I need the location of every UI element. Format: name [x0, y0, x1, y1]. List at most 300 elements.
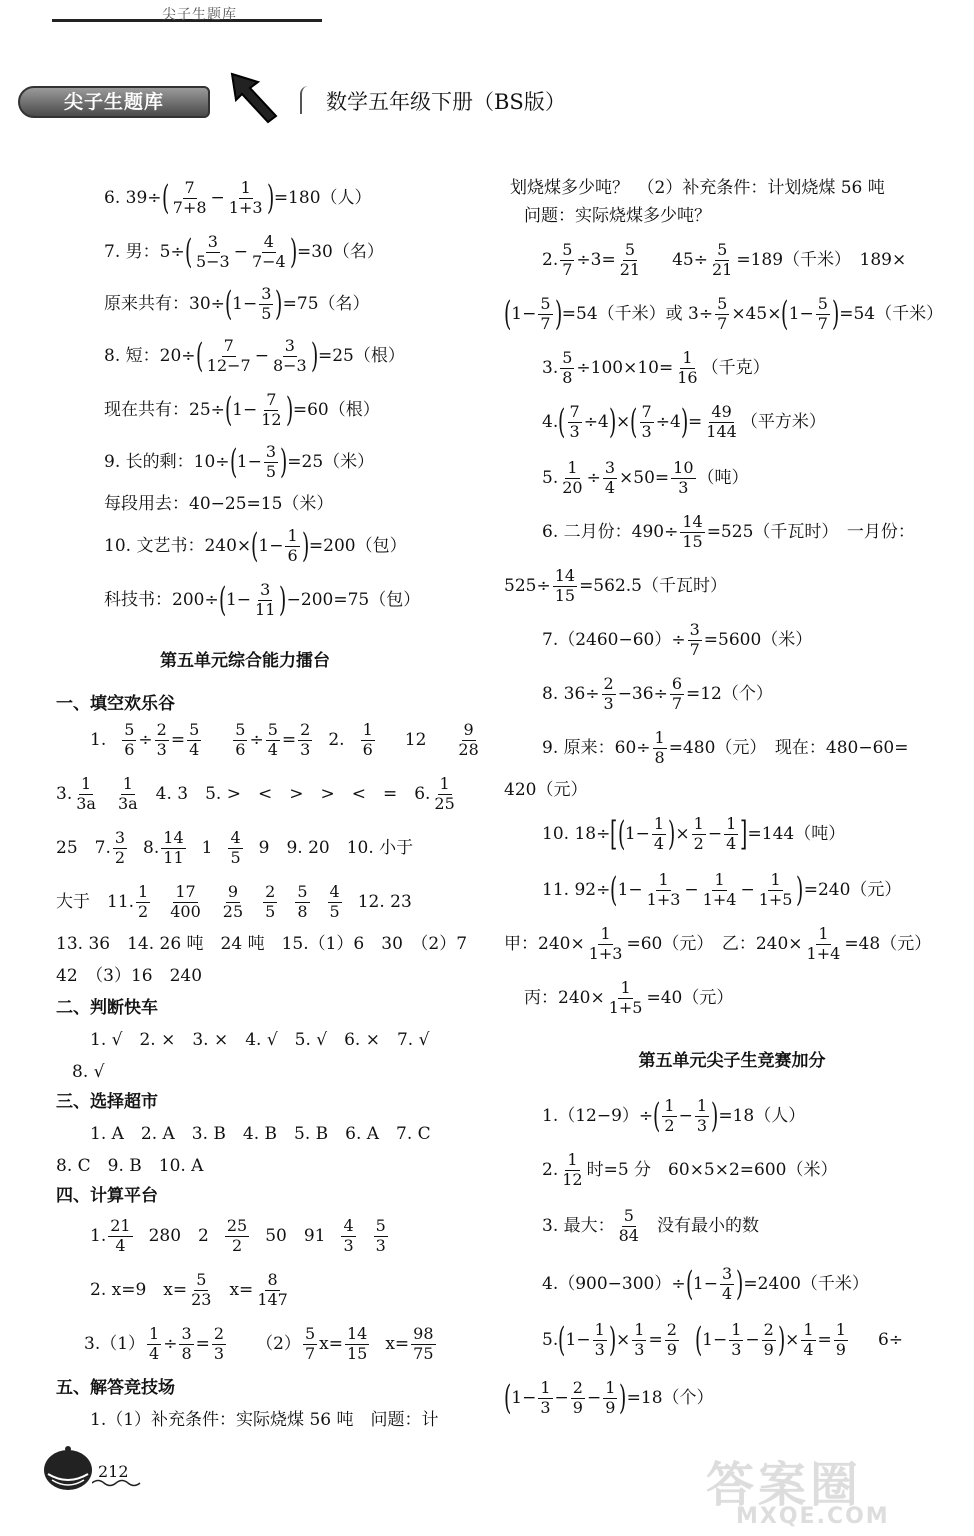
fraction: $\frac{3}{11}$ [255, 580, 276, 619]
answer-line [90, 722, 483, 759]
fraction: 4 5 [230, 828, 241, 867]
fraction: 9 25 [222, 882, 244, 921]
text: 3.（1） [84, 1334, 146, 1355]
fraction: $\frac{5}{7}$ [562, 240, 573, 279]
fraction: $\frac{14}{15}$ [554, 566, 576, 605]
text: 甲：240× [504, 934, 585, 955]
text: − [554, 1388, 569, 1409]
text: ÷ [249, 730, 264, 751]
watermark-cn: 答案圈 [706, 1457, 863, 1513]
answer-line [542, 872, 901, 909]
fraction: 3 5−3 [195, 232, 230, 271]
fraction: $\frac{2}{3}$ [213, 1324, 225, 1363]
answer-line [542, 1322, 903, 1359]
text: 45÷ [672, 250, 708, 271]
paren-left: ( [161, 178, 169, 219]
fraction: $\frac{1}{1+5}$ [758, 870, 793, 909]
fraction: $\frac{8}{147}$ [257, 1270, 288, 1309]
paren-left: ( [503, 1378, 512, 1419]
text: 现在共有：25÷ [104, 400, 225, 421]
text: 每段用去：40−25=15（米） [104, 494, 334, 514]
fraction: 1 3a [117, 774, 138, 813]
fraction: $\frac{3}{5}$ [261, 284, 272, 323]
answer-line [542, 514, 915, 551]
text: 4. [542, 412, 559, 433]
text: =2400（千米） [743, 1274, 869, 1295]
fraction: $\frac{1}{1+5}$ [608, 978, 643, 1017]
answer-line [542, 1266, 869, 1303]
text: 3. 最大： [542, 1216, 615, 1237]
answer-line: 13. 36 14. 26 吨 24 吨 15.（1）6 30 （2）7 [56, 934, 468, 954]
fraction: 5 7 [304, 1324, 316, 1363]
answer-line: 划烧煤多少吨？ （2）补充条件：计划烧煤 56 吨 [510, 178, 885, 198]
text: 1− [788, 304, 814, 325]
text: − [586, 1388, 602, 1409]
fraction: $\frac{3}{4}$ [604, 458, 616, 497]
fraction: 5 3 [375, 1216, 386, 1255]
fraction: $\frac{2}{9}$ [572, 1378, 583, 1417]
text: 8. 36÷ [542, 684, 600, 705]
text: 大于 11. [56, 892, 135, 913]
fraction: $\frac{5}{7}$ [817, 294, 828, 333]
fraction: $\frac{3}{5}$ [265, 442, 277, 481]
paren-left: ( [229, 442, 237, 483]
fraction: $\frac{1}{6}$ [287, 526, 298, 565]
text: 6÷ [877, 1330, 904, 1351]
fraction: 17 400 [170, 882, 201, 921]
text: =75（名） [282, 294, 370, 315]
fraction: 7 12−7 [206, 336, 251, 375]
text: 3. [542, 358, 559, 379]
answer-line [104, 582, 420, 619]
paren-left: ( [184, 232, 192, 273]
answer-line [56, 830, 413, 867]
section-title: 第五单元综合能力擂台 [160, 651, 330, 671]
text: ÷4 [583, 412, 609, 433]
text: 原来共有：30÷ [104, 294, 225, 315]
paren-right: ) [554, 294, 562, 335]
answer-line [542, 1098, 805, 1135]
text: 1. [90, 730, 107, 751]
answer-line: 8. C 9. B 10. A [56, 1156, 204, 1176]
answer-line [104, 338, 405, 375]
text: 8. [143, 838, 160, 859]
text: =18（人） [718, 1106, 806, 1127]
text: =12（个） [686, 684, 773, 705]
fraction: 25 2 [226, 1216, 248, 1255]
paren-right: ) [301, 526, 309, 567]
paren-left: ( [685, 1264, 693, 1305]
fraction: $\frac{1}{1+3}$ [588, 924, 623, 963]
fraction: $\frac{5}{21}$ [711, 240, 733, 279]
fraction: $\frac{7}{3}$ [641, 402, 652, 441]
subsection-heading: 三、选择超市 [56, 1092, 158, 1112]
paren-left: ( [224, 284, 233, 325]
right-column [490, 0, 974, 1536]
watermark [706, 1446, 968, 1534]
text: ÷100×10= [576, 358, 674, 379]
fraction: $\frac{7}{3}$ [569, 402, 580, 441]
fraction: 14 11 [163, 828, 184, 867]
fraction: $\frac{98}{75}$ [413, 1324, 434, 1363]
fraction: $\frac{1}{4}$ [149, 1324, 160, 1363]
fraction: 4 5 [329, 882, 340, 921]
answer-line: 1. √ 2. × 3. × 4. √ 5. √ 6. × 7. √ [90, 1030, 430, 1050]
text: − [678, 1106, 693, 1127]
fraction: $\frac{1}{1+4}$ [702, 870, 737, 909]
text: =240（元） [803, 880, 902, 901]
fraction: $\frac{7}{12}$ [261, 390, 282, 429]
text: ÷3= [576, 250, 616, 271]
answer-line [524, 980, 733, 1017]
text: 1− [225, 590, 252, 611]
text: 10. 文艺书：240× [104, 536, 252, 557]
answer-line [104, 392, 380, 429]
answer-line [504, 296, 943, 333]
paren-left: ( [195, 336, 203, 377]
text: 4. 3 5. > < > > < = 6. [155, 784, 431, 805]
answer-line [104, 494, 333, 514]
subsection-heading: 五、解答竞技场 [56, 1378, 175, 1398]
text: ÷ [163, 1334, 178, 1355]
series-badge: 尖子生题库 [18, 86, 210, 118]
paren-left: ( [781, 294, 789, 335]
fraction: $\frac{2}{9}$ [666, 1320, 677, 1359]
text: − [233, 242, 248, 263]
text: =48（元） [844, 934, 932, 955]
fraction: $\frac{1}{1+3}$ [646, 870, 681, 909]
text: =60（根） [292, 400, 380, 421]
fraction: $\frac{2}{3}$ [156, 720, 167, 759]
fraction: $\frac{4}{7-4}$ [251, 232, 286, 271]
fraction: $\frac{3}{8}$ [181, 1324, 192, 1363]
text: （千克） [701, 358, 770, 379]
text: ÷ [138, 730, 153, 751]
paren-right: ) [275, 284, 283, 325]
text: =480（元） 现在：480−60= [668, 738, 909, 759]
mascot-icon [38, 1440, 98, 1492]
paren-right: ) [608, 402, 617, 443]
text: =30（名） [297, 242, 384, 263]
paren-left: ( [558, 1320, 566, 1361]
fraction: $\frac{1}{4}$ [726, 814, 737, 853]
text: （吨） [697, 468, 749, 489]
paren-left: ( [251, 526, 259, 567]
fraction: $\frac{14}{15}$ [682, 512, 703, 551]
section-title: 第五单元尖子生竞赛加分 [638, 1051, 826, 1071]
fraction: $\frac{5}{4}$ [189, 720, 200, 759]
paren-right: ) [285, 390, 293, 431]
fraction: 1 6 [362, 720, 373, 759]
book-subject-title: 数学五年级下册（BS版） [326, 90, 566, 114]
answer-line: 42 （3）16 240 [56, 966, 203, 986]
text: = [817, 1330, 832, 1351]
text: =18（个） [626, 1388, 714, 1409]
answer-line [504, 568, 727, 605]
answer-line [504, 926, 931, 963]
text: x= [229, 1280, 254, 1301]
fraction: $\frac{1}{3}$ [731, 1320, 742, 1359]
paren-right: ) [310, 336, 319, 377]
text: 11. 92÷ [542, 880, 611, 901]
answer-line [542, 350, 770, 387]
fraction: $\frac{3}{7}$ [689, 620, 700, 659]
text: − [254, 346, 269, 367]
fraction: $\frac{5}{23}$ [191, 1270, 212, 1309]
fraction: 9 28 [458, 720, 479, 759]
fraction: 1 25 [434, 774, 455, 813]
text: − [684, 880, 699, 901]
fraction: 3 2 [114, 828, 126, 867]
answer-line [104, 444, 374, 481]
fraction: 5 8 [297, 882, 308, 921]
text: 5. [542, 468, 559, 489]
answer-line [542, 730, 908, 767]
answer-line: 1. A 2. A 3. B 4. B 5. B 6. A 7. C [90, 1124, 431, 1144]
answer-line [56, 776, 459, 813]
paren-left: ( [558, 402, 566, 443]
text: =525（千瓦时） 一月份： [706, 522, 915, 543]
fraction: $\frac{1}{3}$ [540, 1378, 551, 1417]
answer-line [542, 622, 812, 659]
bracket-right: ] [740, 814, 748, 855]
text: 1− [232, 294, 258, 315]
paren-right: ) [680, 402, 689, 443]
paren-left: ( [617, 814, 625, 855]
fraction: $\frac{1}{3}$ [696, 1096, 708, 1135]
answer-line: 1.（1）补充条件：实际烧煤 56 吨 问题：计 [90, 1410, 439, 1430]
fraction: 7 7+8 [172, 178, 207, 217]
answer-line [542, 1152, 838, 1189]
answer-line [542, 404, 826, 441]
text: 1− [232, 400, 258, 421]
paren-right: ) [736, 1264, 744, 1305]
text: − [740, 880, 755, 901]
text: 1− [511, 304, 537, 325]
text: 1− [258, 536, 284, 557]
text: 丙：240× [524, 988, 605, 1009]
fraction: $\frac{14}{15}$ [346, 1324, 368, 1363]
text: =40（元） [646, 988, 734, 1009]
answer-line [104, 180, 372, 217]
fraction: 5 84 [618, 1206, 639, 1245]
answer-line [542, 460, 749, 497]
bracket-left: [ [610, 814, 618, 855]
fraction: $\frac{5}{7}$ [717, 294, 728, 333]
fraction: $\frac{49}{144}$ [706, 402, 737, 441]
top-running-text: 尖子生题库 [162, 7, 237, 23]
text: − [745, 1330, 760, 1351]
paren-right: ) [619, 1378, 627, 1419]
fraction: $\frac{1}{9}$ [835, 1320, 846, 1359]
text: 3. [56, 784, 73, 805]
text: = [648, 1330, 663, 1351]
text: 1. [90, 1226, 107, 1247]
text: ×50= [619, 468, 670, 489]
fraction: $\frac{1}{20}$ [562, 458, 583, 497]
text: 9. 原来：60÷ [542, 738, 651, 759]
answer-line [504, 1380, 714, 1417]
text: 5. [542, 1330, 559, 1351]
text: 1− [692, 1274, 718, 1295]
answer-line [542, 676, 773, 713]
fraction: $\frac{5}{21}$ [619, 240, 641, 279]
text: 280 2 [148, 1226, 209, 1247]
text: 7.（2460−60）÷ [542, 630, 686, 651]
text: （平方米） [740, 412, 826, 433]
text: = [688, 412, 703, 433]
fraction: $\frac{10}{3}$ [673, 458, 694, 497]
text: = [281, 730, 297, 751]
paren-right: ) [289, 232, 298, 273]
text: 2. [542, 250, 559, 271]
text: −200=75（包） [286, 590, 421, 611]
answer-line [84, 1326, 438, 1363]
text: 6. 二月份：490÷ [542, 522, 679, 543]
text: 1− [236, 452, 262, 473]
paren-right: ) [280, 442, 288, 483]
answer-line [542, 242, 906, 279]
fraction: $\frac{5}{4}$ [267, 720, 278, 759]
watermark-en: MXQE.COM [736, 1504, 890, 1529]
text: −36÷ [617, 684, 668, 705]
text: 1.（12−9）÷ [542, 1106, 654, 1127]
paren-left: ( [630, 402, 638, 443]
text: × [785, 1330, 800, 1351]
subsection-heading: 二、判断快车 [56, 998, 158, 1018]
paren-left: ( [653, 1096, 661, 1137]
paren-left: ( [610, 870, 618, 911]
fraction: $\frac{5}{8}$ [562, 348, 573, 387]
text: 12. 23 [357, 892, 412, 913]
text: 2. x=9 x= [90, 1280, 188, 1301]
text: 525÷ [504, 576, 551, 597]
paren-right: ) [668, 814, 676, 855]
answer-line [104, 286, 370, 323]
text: 25 7. [56, 838, 111, 859]
fraction: 4 3 [343, 1216, 354, 1255]
text: 2. [328, 730, 345, 751]
subsection-heading: 四、计算平台 [56, 1186, 158, 1206]
fraction: $\frac{2}{3}$ [300, 720, 311, 759]
text: 1− [511, 1388, 537, 1409]
text: 1 [201, 838, 213, 859]
fraction: 2 5 [265, 882, 276, 921]
fraction: $\frac{3}{4}$ [721, 1264, 733, 1303]
text: 9. 长的剩：10÷ [104, 452, 230, 473]
text: 12 [404, 730, 427, 751]
text: 10. 18÷ [542, 824, 611, 845]
text: 1− [565, 1330, 591, 1351]
paren-right: ) [777, 1320, 786, 1361]
text: 1− [702, 1330, 728, 1351]
answer-line: 8. √ [72, 1062, 105, 1082]
fraction: $\frac{1}{9}$ [605, 1378, 616, 1417]
text: =54（千米）或 3÷ [561, 304, 714, 325]
text: 2. [542, 1160, 559, 1181]
text: 8. 短：20÷ [104, 346, 196, 367]
subsection-heading: 一、填空欢乐谷 [56, 694, 175, 714]
wave-decoration-icon [92, 1478, 142, 1488]
text: 7. 男：5÷ [104, 242, 185, 263]
paren-left: ( [694, 1320, 703, 1361]
text: 6. 39÷ [104, 188, 162, 209]
text: ÷ [586, 468, 601, 489]
text: x= [319, 1334, 343, 1355]
answer-line [90, 1218, 390, 1255]
fraction: $\frac{1}{2}$ [693, 814, 704, 853]
fraction: $\frac{1}{3}$ [594, 1320, 605, 1359]
text: （2） [256, 1334, 301, 1355]
text: 科技书：200÷ [104, 590, 219, 611]
fraction: $\frac{2}{3}$ [603, 674, 614, 713]
text: − [707, 824, 723, 845]
text: =180（人） [273, 188, 372, 209]
paren-left: ( [503, 294, 512, 335]
paren-right: ) [831, 294, 840, 335]
text: =60（元） 乙：240× [626, 934, 803, 955]
fraction: $\frac{2}{9}$ [763, 1320, 774, 1359]
paren-right: ) [711, 1096, 719, 1137]
text: ÷4 [655, 412, 681, 433]
paren-right: ) [796, 870, 804, 911]
text: x= [385, 1334, 410, 1355]
page-number: 212 [98, 1462, 129, 1481]
text: 4.（900−300）÷ [542, 1274, 686, 1295]
text: =25（根） [318, 346, 405, 367]
text: = [195, 1334, 210, 1355]
text: =200（包） [308, 536, 407, 557]
text: 1− [624, 824, 650, 845]
text: = [170, 730, 186, 751]
fraction: $\frac{1}{16}$ [677, 348, 698, 387]
text: 50 91 [265, 1226, 326, 1247]
answer-line: 问题：实际烧煤多少吨？ [524, 206, 711, 226]
text: =562.5（千瓦时） [579, 576, 727, 597]
fraction: $\frac{1}{4}$ [653, 814, 665, 853]
fraction: 1 3a [76, 774, 96, 813]
text: 没有最小的数 [656, 1216, 759, 1237]
text: =5600（米） [703, 630, 813, 651]
text: ×45× [731, 304, 782, 325]
answer-line [56, 884, 412, 921]
fraction: 1 12 [562, 1150, 583, 1189]
answer-line [90, 1272, 292, 1309]
paren-left: ( [218, 580, 226, 621]
answer-line [104, 528, 407, 565]
fraction: $\frac{1}{8}$ [654, 728, 665, 767]
fraction: $\frac{3}{8-3}$ [272, 336, 307, 375]
text: − [210, 188, 225, 209]
text: × [616, 412, 631, 433]
paren-right: ) [279, 580, 287, 621]
fraction: $\frac{1}{4}$ [803, 1320, 814, 1359]
fraction: $\frac{5}{6}$ [235, 720, 246, 759]
text: 9 9. 20 10. 小于 [258, 838, 414, 859]
text: 1− [617, 880, 643, 901]
fraction: 21 4 [110, 1216, 131, 1255]
text: =144（吨） [747, 824, 846, 845]
fraction: $\frac{1}{1+3}$ [228, 178, 263, 217]
text: =189（千米） 189× [736, 250, 907, 271]
fraction: $\frac{6}{7}$ [671, 674, 682, 713]
fraction: 1 2 [138, 882, 149, 921]
text: × [675, 824, 690, 845]
fraction: $\frac{5}{6}$ [124, 720, 135, 759]
answer-line: 420（元） [504, 780, 588, 800]
paren-right: ) [266, 178, 274, 219]
answer-line [542, 816, 845, 853]
